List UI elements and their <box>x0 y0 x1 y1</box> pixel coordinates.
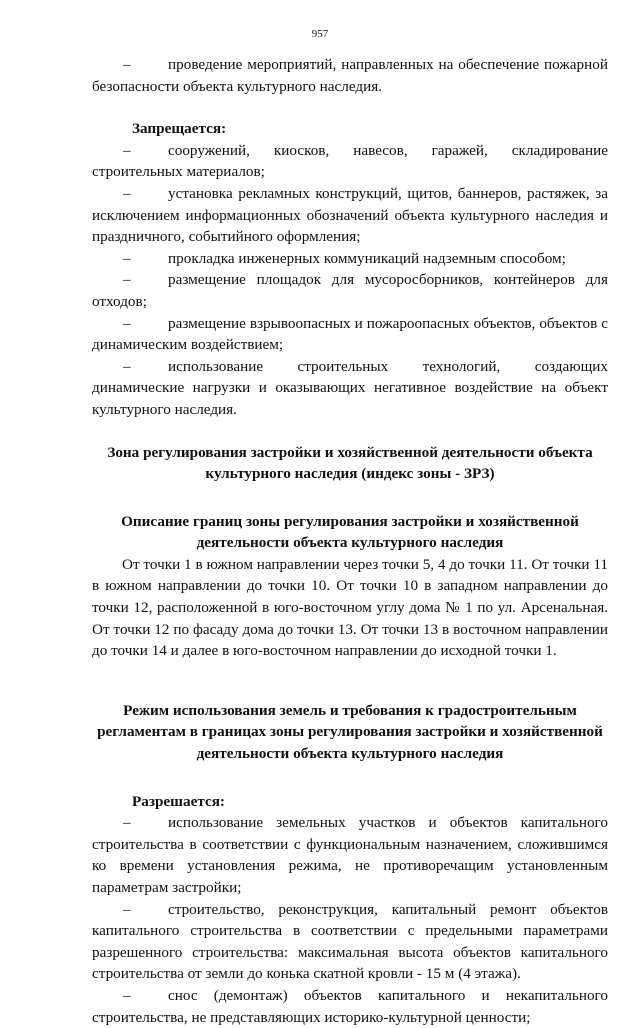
list-item <box>92 183 608 248</box>
list-item-text: прокладка инженерных коммуникаций надземным способом; <box>168 249 566 267</box>
prohibited-heading: Запрещается: <box>132 120 227 138</box>
dash-marker: – <box>123 56 131 73</box>
regime-title: Режим использования земель и требования к градостроительным регламентам в границах зоны регулирования застройки и хозяйственной деятельности объекта культурного наследия <box>97 701 603 763</box>
permitted-heading: Разрешается: <box>132 792 225 810</box>
dash-marker: – <box>123 271 131 289</box>
list-item-text: строительство, реконструкция, капитальный ремонт объектов капитального строительства в соответствии с предельными параметрами разрешенного строительства: максимальная высота объектов капитального строительства от земли до конька скатной кровли - 15 м (4 этажа). <box>92 900 608 983</box>
dash-marker: – <box>123 184 131 202</box>
list-item-text: установка рекламных конструкций, щитов, баннеров, растяжек, за исключением информационных обозначений объекта культурного наследия и праздничного, событийного оформления; <box>92 184 608 246</box>
list-item <box>92 985 608 1028</box>
list-item <box>92 313 608 356</box>
dash-marker: – <box>123 249 131 267</box>
list-item-text: использование земельных участков и объектов капитального строительства в соответствии с функциональным назначением, сложившимся ко времени установления режима, не противоречащим установленным параметрам застройки; <box>92 814 608 896</box>
borders-description: От точки 1 в южном направлении через точки 5, 4 до точки 11. От точки 11 в южном направлении до точки 10. От точки 10 в западном направлении до точки 12, расположенной в юго-восточном углу дома № 1 по ул. Арсенальная. От точки 12 по фасаду дома до точки 13. От точки 13 в восточном направлении до точки 14 и далее в юго-восточном направлении до исходной точки 1. <box>92 555 608 660</box>
dash-marker: – <box>123 986 131 1004</box>
list-item <box>92 899 608 985</box>
dash-marker: – <box>123 141 131 159</box>
list-item-text: использование строительных технологий, создающих динамические нагрузки и оказывающих негативное воздействие на объект культурного наследия. <box>92 357 608 418</box>
list-item-text: проведение мероприятий, направленных на обеспечение пожарной безопасности объекта культурного наследия. <box>92 56 608 95</box>
dash-marker: – <box>123 814 131 832</box>
dash-marker: – <box>123 314 131 332</box>
list-item <box>92 140 608 183</box>
dash-marker: – <box>123 900 131 918</box>
list-item <box>92 356 608 421</box>
list-item <box>92 812 608 898</box>
page-number: 957 <box>311 28 329 40</box>
list-item <box>92 248 608 270</box>
borders-title: Описание границ зоны регулирования застройки и хозяйственной деятельности объекта культурного наследия <box>121 512 579 552</box>
dash-marker: – <box>123 357 131 375</box>
page-content <box>92 54 608 1028</box>
zone-title: Зона регулирования застройки и хозяйственной деятельности объекта культурного наследия (индекс зоны - ЗРЗ) <box>107 443 593 483</box>
list-item <box>92 269 608 312</box>
permitted-list <box>92 812 608 1028</box>
list-item-text: размещение площадок для мусоросборников, контейнеров для отходов; <box>92 271 608 310</box>
list-item-text: сооружений, киосков, навесов, гаражей, складирование строительных материалов; <box>92 141 608 181</box>
list-item-text: снос (демонтаж) объектов капитального и некапитального строительства, не представляющих историко-культурной ценности; <box>92 986 608 1026</box>
prohibited-list <box>92 140 608 421</box>
list-item-text: размещение взрывоопасных и пожароопасных объектов, объектов с динамическим воздействием; <box>92 314 608 354</box>
list-item <box>92 54 608 97</box>
